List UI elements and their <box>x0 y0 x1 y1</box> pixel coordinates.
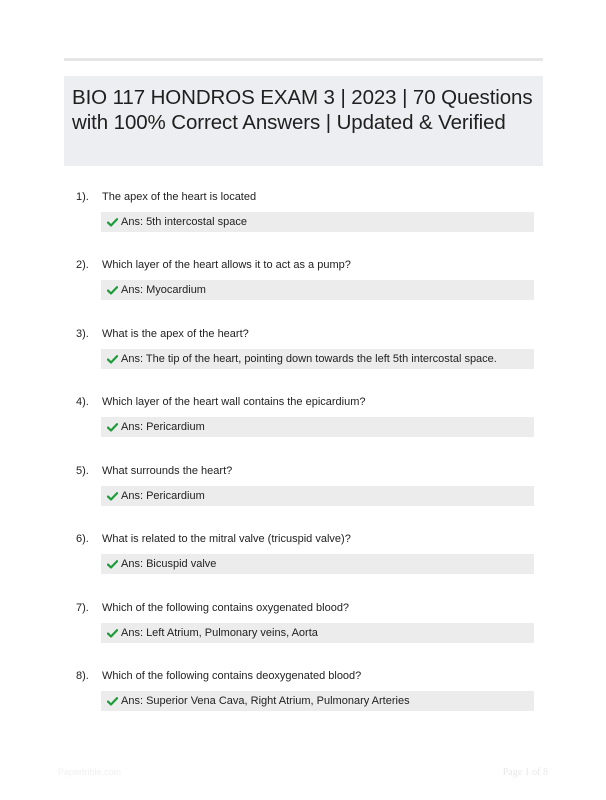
question-text: What is related to the mitral valve (tricuspid valve)? <box>102 533 351 545</box>
answer-box <box>101 280 534 300</box>
question-text: What is the apex of the heart? <box>102 328 249 340</box>
answer-text: Ans: Superior Vena Cava, Right Atrium, Pulmonary Arteries <box>121 695 410 707</box>
question-text: The apex of the heart is located <box>102 191 257 203</box>
answer-text: Ans: Pericardium <box>121 490 205 502</box>
question-number: 6). <box>76 533 89 545</box>
answer-text: Ans: The tip of the heart, pointing down towards the left 5th intercostal space. <box>121 353 497 365</box>
check-icon <box>107 492 118 501</box>
question-number: 1). <box>76 191 89 203</box>
check-icon <box>107 286 118 295</box>
check-icon <box>107 355 118 364</box>
question-number: 7). <box>76 602 89 614</box>
answer-text: Ans: 5th intercostal space <box>121 216 247 228</box>
answer-box <box>101 691 534 711</box>
check-icon <box>107 423 118 432</box>
title-banner <box>64 76 543 166</box>
header-divider <box>64 58 543 61</box>
question-text: What surrounds the heart? <box>102 465 233 477</box>
answer-box <box>101 417 534 437</box>
question-text: Which of the following contains deoxygenated blood? <box>102 670 362 682</box>
question-number: 4). <box>76 396 89 408</box>
answer-text: Ans: Left Atrium, Pulmonary veins, Aorta <box>121 627 318 639</box>
answer-box <box>101 623 534 643</box>
answer-box <box>101 212 534 232</box>
check-icon <box>107 218 118 227</box>
page-title: BIO 117 HONDROS EXAM 3 | 2023 | 70 Questions with 100% Correct Answers | Updated & Verified <box>72 86 533 134</box>
question-number: 3). <box>76 328 89 340</box>
page-number: Page 1 of 8 <box>502 767 548 778</box>
footer-watermark: Papertrible.com <box>58 767 122 777</box>
answer-box <box>101 349 534 369</box>
check-icon <box>107 560 118 569</box>
answer-text: Ans: Myocardium <box>121 284 206 296</box>
answer-text: Ans: Bicuspid valve <box>121 558 217 570</box>
question-number: 2). <box>76 259 89 271</box>
answer-text: Ans: Pericardium <box>121 421 205 433</box>
question-text: Which layer of the heart allows it to act as a pump? <box>102 259 351 271</box>
question-text: Which layer of the heart wall contains the epicardium? <box>102 396 366 408</box>
question-text: Which of the following contains oxygenated blood? <box>102 602 350 614</box>
answer-box <box>101 486 534 506</box>
check-icon <box>107 629 118 638</box>
answer-box <box>101 554 534 574</box>
question-number: 5). <box>76 465 89 477</box>
check-icon <box>107 697 118 706</box>
question-number: 8). <box>76 670 89 682</box>
